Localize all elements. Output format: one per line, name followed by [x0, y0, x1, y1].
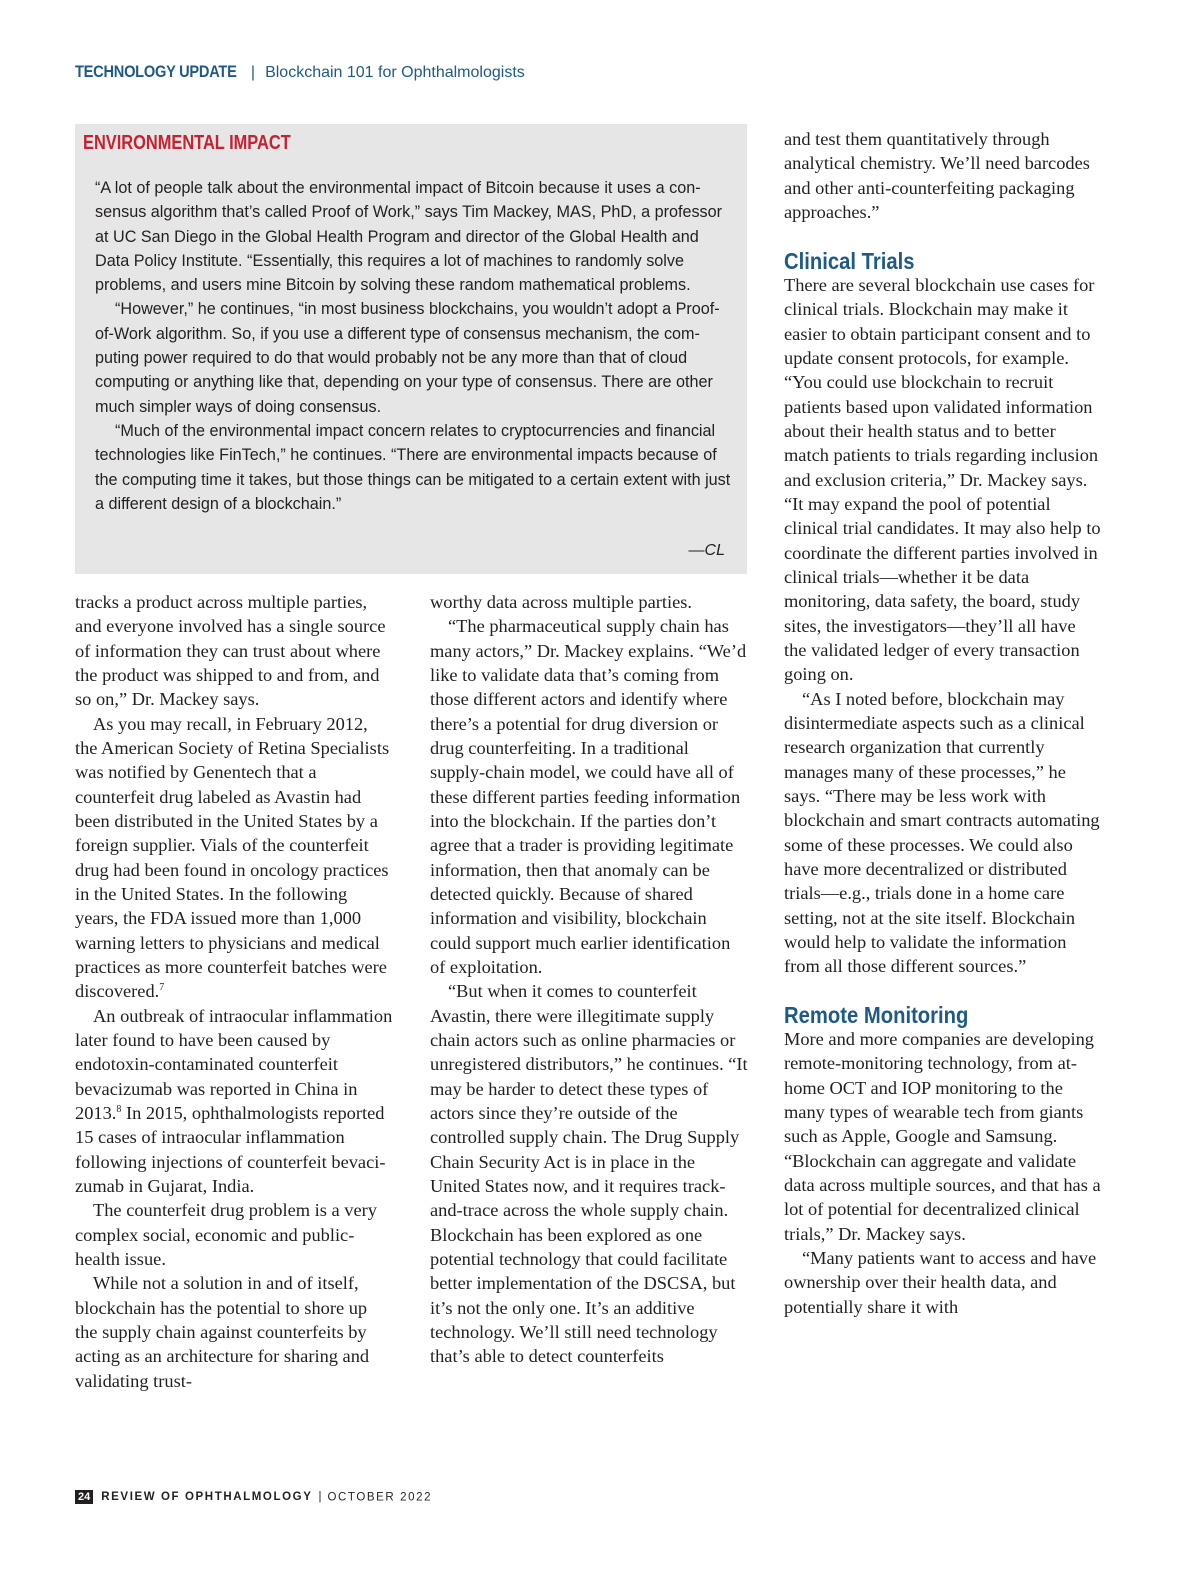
- body-paragraph: “The pharmaceutical supply chain has many actors,” Dr. Mackey explains. “We’d like to validate data that’s coming from those different actors and identify where there’s a potential for drug diversion or drug counterfeiting. In a traditional supply-chain model, we could have all of these different parties feeding information into the blockchain. If the parties don’t agree that a trader is providing legitimate information, then that anomaly can be detected quickly. Because of shared information and visibility, blockchain could support much earlier identification of exploitation.: [430, 616, 747, 977]
- body-paragraph: “As I noted before, blockchain may disintermediate aspects such as a clinical research organization that currently manages many of these processes,” he says. “There may be less work with blockchain and smart contracts automating some of these processes. We could also have more decentralized or distributed trials—e.g., trials done in a home care setting, not at the site itself. Blockchain would help to validate the information from all those different sources.”: [784, 688, 1100, 977]
- page-number: 24: [75, 1490, 93, 1504]
- reference-marker: 8: [116, 1103, 122, 1115]
- section-label: TECHNOLOGY UPDATE: [75, 62, 237, 81]
- sidebar-paragraph: “Much of the environmental impact concern relates to cryptocurrencies and financial technologies like FinTech,” he continues. “There are environmental impacts because of the computing time it takes, but those things can be mitigated to a certain extent with just a different design of a blockchain.”: [95, 421, 731, 513]
- article-title: Blockchain 101 for Ophthalmologists: [265, 64, 525, 81]
- body-column-3: [784, 127, 1102, 1319]
- footer-separator: |: [318, 1491, 322, 1504]
- body-paragraph: worthy data across multiple parties.: [430, 592, 692, 612]
- page-footer: [75, 1488, 432, 1506]
- sidebar-box: [75, 124, 747, 574]
- sidebar-paragraph: “However,” he continues, “in most business blockchains, you wouldn’t adopt a Proof-of-Work algorithm. So, if you use a different type of consensus mechanism, the computing power required to do that would probably not be any more than that of cloud computing or anything like that, depending on your type of consensus. There are other much simpler ways of doing consensus.: [95, 300, 720, 416]
- sidebar-paragraph: “A lot of people talk about the environmental impact of Bitcoin because it uses a consensus algorithm that’s called Proof of Work,” says Tim Mackey, MAS, PhD, a professor at UC San Diego in the Global Health Program and director of the Global Health and Data Policy Institute. “Essentially, this requires a lot of machines to randomly solve problems, and users mine Bitcoin by solving these random mathematical problems.: [95, 179, 723, 295]
- reference-marker: 7: [159, 982, 165, 994]
- sidebar-body: [95, 176, 737, 516]
- sidebar-heading: ENVIRONMENTAL IMPACT: [83, 132, 291, 154]
- body-paragraph: While not a solution in and of itself, blockchain has the potential to shore up the supply chain against counterfeits by acting as an architecture for sharing and validating trust-: [75, 1273, 370, 1391]
- sidebar-credit: —CL: [688, 542, 725, 559]
- header-separator: |: [250, 64, 256, 81]
- running-header: [75, 62, 525, 88]
- body-paragraph: “But when it comes to counterfeit Avastin, there were illegitimate supply chain actors such as online pharmacies or unregistered distributors,” he continues. “It may be harder to detect these types of actors since they’re outside of the controlled supply chain. The Drug Supply Chain Security Act is in place in the United States now, and it requires track-and-trace across the whole supply chain. Blockchain has been explored as one potential technology that could facilitate better implementation of the DSCSA, but it’s not the only one. It’s an additive technology. We’ll still need technology that’s able to detect counterfeits: [430, 981, 748, 1367]
- publication-name: REVIEW OF OPHTHALMOLOGY: [101, 1491, 313, 1504]
- body-paragraph: As you may recall, in February 2012, the American Society of Retina Specialists was notified by Genentech that a counterfeit drug labeled as Avastin had been distributed in the United States by a foreign supplier. Vials of the counterfeit drug had been found in oncology practices in the United States. In the following years, the FDA issued more than 1,000 warning letters to physicians and medical practices as more counterfeit batches were discovered.$^7$: [75, 713, 390, 1002]
- subheading-clinical-trials: Clinical Trials: [784, 247, 915, 274]
- body-paragraph: “Many patients want to access and have ownership over their health data, and potentially share it with: [784, 1248, 1097, 1317]
- body-column-1: [75, 590, 393, 1393]
- body-paragraph: The counterfeit drug problem is a very complex social, economic and public-health issue.: [75, 1200, 377, 1269]
- body-paragraph: and test them quantitatively through analytical chemistry. We’ll need barcodes and other anti-counterfeiting packaging approaches.”: [784, 129, 1090, 222]
- subheading-remote-monitoring: Remote Monitoring: [784, 1001, 969, 1028]
- issue-date: OCTOBER 2022: [327, 1491, 433, 1504]
- body-paragraph: More and more companies are developing remote-monitoring technology, from at-home OCT and IOP monitoring to the many types of wearable tech from giants such as Apple, Google and Samsung. “Blockchain can aggregate and validate data across multiple sources, and that has a lot of potential for decentralized clinical trials,” Dr. Mackey says.: [784, 1029, 1101, 1244]
- body-paragraph: tracks a product across multiple parties, and everyone involved has a single source of information they can trust about where the product was shipped to and from, and so on,” Dr. Mackey says.: [75, 592, 386, 710]
- body-paragraph: There are several blockchain use cases for clinical trials. Blockchain may make it easier to obtain participant consent and to update consent protocols, for example. “You could use blockchain to recruit patients based upon validated information about their health status and to better match patients to trials regarding inclusion and exclusion criteria,” Dr. Mackey says. “It may expand the pool of potential clinical trial candidates. It may also help to coordinate the different parties involved in clinical trials—whether it be data monitoring, data safety, the board, study sites, the investigators—they’ll all have the validated ledger of every transaction going on.: [784, 274, 1101, 685]
- body-paragraph: An outbreak of intraocular inflammation later found to have been caused by endotoxin-contaminated counterfeit bevacizumab was reported in China in 2013.$^8$ In 2015, ophthalmologists reported 15 cases of intraocular inflammation following injections of counterfeit bevacizumab in Gujarat, India.: [75, 1005, 393, 1196]
- body-column-2: [430, 590, 748, 1369]
